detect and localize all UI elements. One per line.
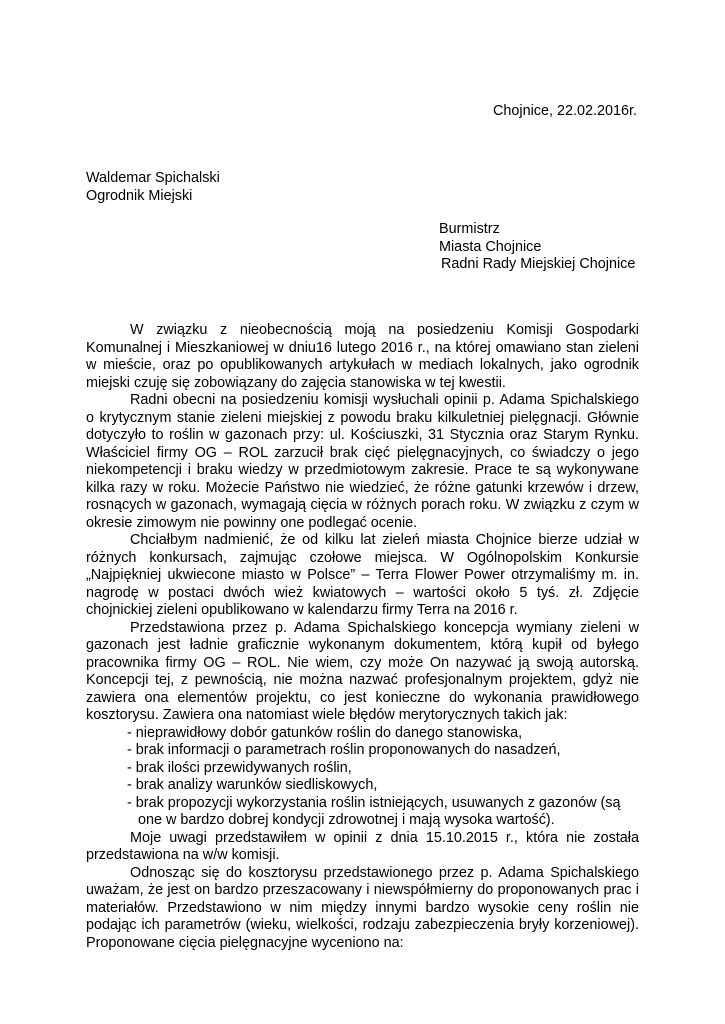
errors-list	[86, 725, 639, 830]
letter-date: Chojnice, 22.02.2016r.	[492, 103, 637, 119]
body-paragraph: Przedstawiona przez p. Adama Spichalskiego koncepcja wymiany zieleni w gazonach jest ładnie graficznie wykonanym dokumentem, którą kupił od byłego pracownika firmy OG – ROL. Nie wiem, czy może On nazywać ją swoją autorską. Koncepcji tej, z pewnością, nie można nazwać profesjonalnym projektem, gdyż nie zawiera ona elementów projektu, co jest konieczne do wykonania prawidłowego kosztorysu. Zawiera ona natomiast wiele błędów merytorycznych takich jak:	[86, 619, 639, 723]
body-paragraph: Moje uwagi przedstawiłem w opinii z dnia 15.10.2015 r., która nie została przedstawiona na w/w komisji.	[86, 829, 639, 863]
body-paragraph: Chciałbym nadmienić, że od kilku lat zieleń miasta Chojnice bierze udział w różnych konkursach, zajmując czołowe miejsca. W Ogólnopolskim Konkursie „Najpiękniej ukwiecone miasto w Polsce” – Terra Flower Power otrzymaliśmy m. in. nagrodę w postaci dwóch wież kwiatowych – wartości około 5 tyś. zł. Zdjęcie chojnickiej zieleni opublikowano w kalendarzu firmy Terra na 2016 r.	[86, 532, 639, 618]
body-paragraph: W związku z nieobecnością moją na posiedzeniu Komisji Gospodarki Komunalnej i Mieszkaniowej w dniu16 lutego 2016 r., na której omawiano stan zieleni w mieście, oraz po opublikowanych artykułach w mediach lokalnych, jako ogrodnik miejski czuję się zobowiązany do zajęcia stanowiska w tej kwestii.	[86, 322, 639, 391]
body-paragraph: Odnosząc się do kosztorysu przedstawionego przez p. Adama Spichalskiego uważam, że jest on bardzo przeszacowany i niewspółmierny do proponowanych prac i materiałów. Przedstawiono w nim między innymi bardzo wysokie ceny roślin nie podając ich parametrów (wieku, wielkości, rodzaju zabezpieczenia bryły korzeniowej). Proponowane cięcia pielęgnacyjne wyceniono na:	[86, 864, 639, 951]
recipient-block	[439, 221, 635, 274]
recipient-line: Miasta Chojnice	[439, 238, 542, 255]
list-item: - brak propozycji wykorzystania roślin istniejących, usuwanych z gazonów (są one w bardzo dobrej kondycji zdrowotnej i mają wysoka wartość).	[127, 794, 621, 828]
recipient-line: Burmistrz	[439, 221, 500, 237]
body-paragraph: Radni obecni na posiedzeniu komisji wysłuchali opinii p. Adama Spichalskiego o krytycznym stanie zieleni miejskiej z powodu braku kilkuletniej pielęgnacji. Głównie dotyczyło to roślin w gazonach przy: ul. Kościuszki, 31 Stycznia oraz Starym Rynku. Właściciel firmy OG – ROL zarzucił brak cięć pielęgnacyjnych, co świadczy o jego niekompetencji i braku wiedzy w przedmiotowym zakresie. Prace te są wykonywane kilka razy w roku. Możecie Państwo nie wiedzieć, że różne gatunki krzewów i drzew, rosnących w gazonach, wymagają cięcia w różnych porach roku. W związku z czym w okresie zimowym nie powinny one podlegać ocenie.	[86, 392, 639, 531]
list-item: - nieprawidłowy dobór gatunków roślin do danego stanowiska,	[127, 724, 523, 741]
sender-name: Waldemar Spichalski	[86, 170, 220, 186]
list-item: - brak ilości przewidywanych roślin,	[127, 759, 352, 776]
list-item: - brak analizy warunków siedliskowych,	[127, 777, 378, 793]
sender-block	[86, 170, 220, 205]
recipient-line: Radni Rady Miejskiej Chojnice	[441, 256, 636, 272]
sender-title: Ogrodnik Miejski	[86, 187, 193, 204]
list-item: - brak informacji o parametrach roślin proponowanych do nasadzeń,	[127, 742, 561, 758]
letter-body	[86, 322, 639, 952]
